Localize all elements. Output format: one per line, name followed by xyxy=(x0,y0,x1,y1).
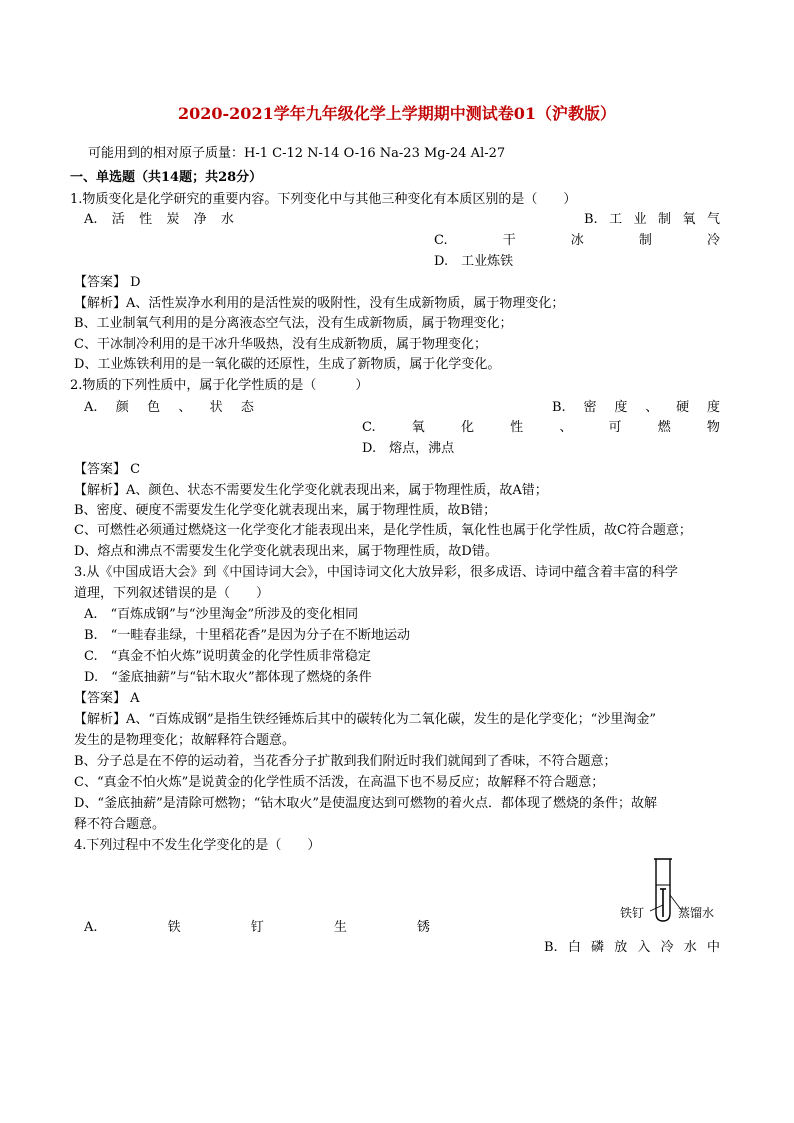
q1-option-d: D. 工业炼铁 xyxy=(434,254,514,269)
q2-option-b-char: 、 xyxy=(645,400,659,415)
q2-option-d: D. 熔点，沸点 xyxy=(362,441,455,456)
test-tube-figure xyxy=(620,855,750,925)
q1-option-c-char: 冰 xyxy=(570,233,584,248)
q4-option-b-char: B. xyxy=(544,940,558,955)
q1-option-c xyxy=(434,233,720,249)
q4-option-b-char: 白 xyxy=(567,940,581,955)
q2-option-c-char: 物 xyxy=(706,420,720,435)
q2-analysis-line: C、可燃性必须通过燃烧这一化学变化才能表现出来，是化学性质，氧化性也属于化学性质，故C符合题意； xyxy=(74,523,692,538)
q1-option-c-char: 冷 xyxy=(706,233,720,248)
q2-option-a-char: 、 xyxy=(178,400,192,415)
q1-analysis-line: 【解析】A、活性炭净水利用的是活性炭的吸附性，没有生成新物质，属于物理变化； xyxy=(74,296,565,311)
q1-stem: 1.物质变化是化学研究的重要内容。下列变化中与其他三种变化有本质区别的是（ ） xyxy=(70,192,577,207)
q2-option-c xyxy=(362,420,720,436)
q3-analysis-line: 【解析】A、“百炼成钢”是指生铁经锤炼后其中的碳转化为二氧化碳，发生的是化学变化；“沙里淘金” xyxy=(74,712,656,727)
q3-analysis-line: C、“真金不怕火炼”是说黄金的化学性质不活泼，在高温下也不易反应；故解释不符合题意； xyxy=(74,775,605,790)
q1-option-b-char: 氧 xyxy=(682,212,696,227)
q4-option-b-char: 中 xyxy=(706,940,720,955)
atomic-masses-line: 可能用到的相对原子质量：H-1 C-12 N-14 O-16 Na-23 Mg-24 Al-27 xyxy=(88,146,506,161)
q1-analysis-line: C、干冰制冷利用的是干冰升华吸热，没有生成新物质，属于物理变化； xyxy=(74,337,487,352)
q3-analysis-line: D、“釜底抽薪”是清除可燃物；“钻木取火”是使温度达到可燃物的着火点．都体现了燃烧的条件；故解 xyxy=(74,796,658,811)
q1-option-b-char: 制 xyxy=(658,212,672,227)
q2-option-a-char: 色 xyxy=(147,400,161,415)
q1-option-a-char: 净 xyxy=(193,212,207,227)
q3-answer: 【答案】 A xyxy=(74,691,140,706)
q2-analysis-line: D、熔点和沸点不需要发生化学变化就表现出来，属于物理性质，故D错。 xyxy=(74,544,498,559)
q1-option-a-char: 活 xyxy=(111,212,125,227)
q2-option-b-char: 度 xyxy=(706,400,720,415)
q2-stem: 2.物质的下列性质中，属于化学性质的是（ ） xyxy=(70,378,369,393)
q1-analysis-line: B、工业制氧气利用的是分离液态空气法，没有生成新物质，属于物理变化； xyxy=(74,316,513,331)
q1-option-b-char: 气 xyxy=(706,212,720,227)
q4-option-a-char: A. xyxy=(84,920,98,935)
q1-option-a-char: 炭 xyxy=(166,212,180,227)
q1-option-b xyxy=(584,212,720,228)
q4-option-b-char: 入 xyxy=(637,940,651,955)
q1-option-b-char: 业 xyxy=(633,212,647,227)
q2-option-b-char: 度 xyxy=(614,400,628,415)
figure-label-water: 蒸馏水 xyxy=(678,906,715,920)
q2-option-c-char: 可 xyxy=(608,420,622,435)
q4-option-a-char: 铁 xyxy=(167,920,181,935)
q4-option-a-char: 锈 xyxy=(416,920,430,935)
q1-option-b-char: B. xyxy=(584,212,598,227)
q2-option-c-char: 燃 xyxy=(657,420,671,435)
q4-option-b-char: 冷 xyxy=(660,940,674,955)
q1-option-c-char: 干 xyxy=(502,233,516,248)
q3-stem-line: 3.从《中国成语大会》到《中国诗词大会》，中国诗词文化大放异彩，很多成语、诗词中蕴含着丰富的科学 xyxy=(74,565,678,580)
q2-option-c-char: 化 xyxy=(460,420,474,435)
q4-option-a-char: 钉 xyxy=(250,920,264,935)
q2-option-a xyxy=(84,400,254,416)
q3-option-d: D. “釜底抽薪”与“钻木取火”都体现了燃烧的条件 xyxy=(84,670,372,685)
q2-option-c-char: 、 xyxy=(559,420,573,435)
q4-option-a-char: 生 xyxy=(333,920,347,935)
q4-option-b xyxy=(544,940,720,956)
q4-stem: 4.下列过程中不发生化学变化的是（ ） xyxy=(74,838,321,853)
page-title: 2020-2021学年九年级化学上学期期中测试卷01（沪教版） xyxy=(178,104,616,123)
q2-option-b-char: B. xyxy=(552,400,566,415)
q2-analysis-line: B、密度、硬度不需要发生化学变化就表现出来，属于物理性质，故B错； xyxy=(74,503,497,518)
q2-option-c-char: C. xyxy=(362,420,376,435)
q4-option-b-char: 放 xyxy=(614,940,628,955)
q2-option-b xyxy=(552,400,720,416)
q3-option-c: C. “真金不怕火炼”说明黄金的化学性质非常稳定 xyxy=(84,649,371,664)
q2-option-a-char: 态 xyxy=(240,400,254,415)
q1-option-a-char: A. xyxy=(84,212,98,227)
q2-option-a-char: 颜 xyxy=(115,400,129,415)
q2-option-a-char: 状 xyxy=(209,400,223,415)
q1-option-c-char: 制 xyxy=(638,233,652,248)
q3-stem-line: 道理，下列叙述错误的是（ ） xyxy=(74,586,270,601)
q2-option-a-char: A. xyxy=(84,400,98,415)
section-heading: 一、单选题（共14题；共28分） xyxy=(70,170,263,185)
q2-option-b-char: 硬 xyxy=(676,400,690,415)
q4-option-a xyxy=(84,920,430,936)
q3-analysis-line: B、分子总是在不停的运动着，当花香分子扩散到我们附近时我们就闻到了香味，不符合题意； xyxy=(74,754,617,769)
q1-option-a xyxy=(84,212,234,228)
q2-answer: 【答案】 C xyxy=(74,462,141,477)
q3-analysis-line: 释不符合题意。 xyxy=(74,817,166,832)
q3-analysis-line: 发生的是物理变化；故解释符合题意。 xyxy=(74,733,296,748)
q1-option-b-char: 工 xyxy=(609,212,623,227)
q2-analysis-line: 【解析】A、颜色、状态不需要发生化学变化就表现出来，属于物理性质，故A错； xyxy=(74,483,548,498)
q3-option-b: B. “一畦春韭绿，十里稻花香”是因为分子在不断地运动 xyxy=(84,628,410,643)
q2-option-b-char: 密 xyxy=(583,400,597,415)
q1-option-a-char: 水 xyxy=(220,212,234,227)
q1-option-a-char: 性 xyxy=(139,212,153,227)
q2-option-c-char: 氧 xyxy=(411,420,425,435)
q4-option-b-char: 磷 xyxy=(591,940,605,955)
q1-analysis-line: D、工业炼铁利用的是一氧化碳的还原性，生成了新物质，属于化学变化。 xyxy=(74,357,501,372)
q4-option-b-char: 水 xyxy=(683,940,697,955)
q1-option-c-char: C. xyxy=(434,233,448,248)
q3-option-a: A. “百炼成钢”与“沙里淘金”所涉及的变化相同 xyxy=(84,607,359,622)
q2-option-c-char: 性 xyxy=(510,420,524,435)
q1-answer: 【答案】 D xyxy=(74,275,141,290)
figure-label-nail: 铁钉 xyxy=(620,906,645,920)
